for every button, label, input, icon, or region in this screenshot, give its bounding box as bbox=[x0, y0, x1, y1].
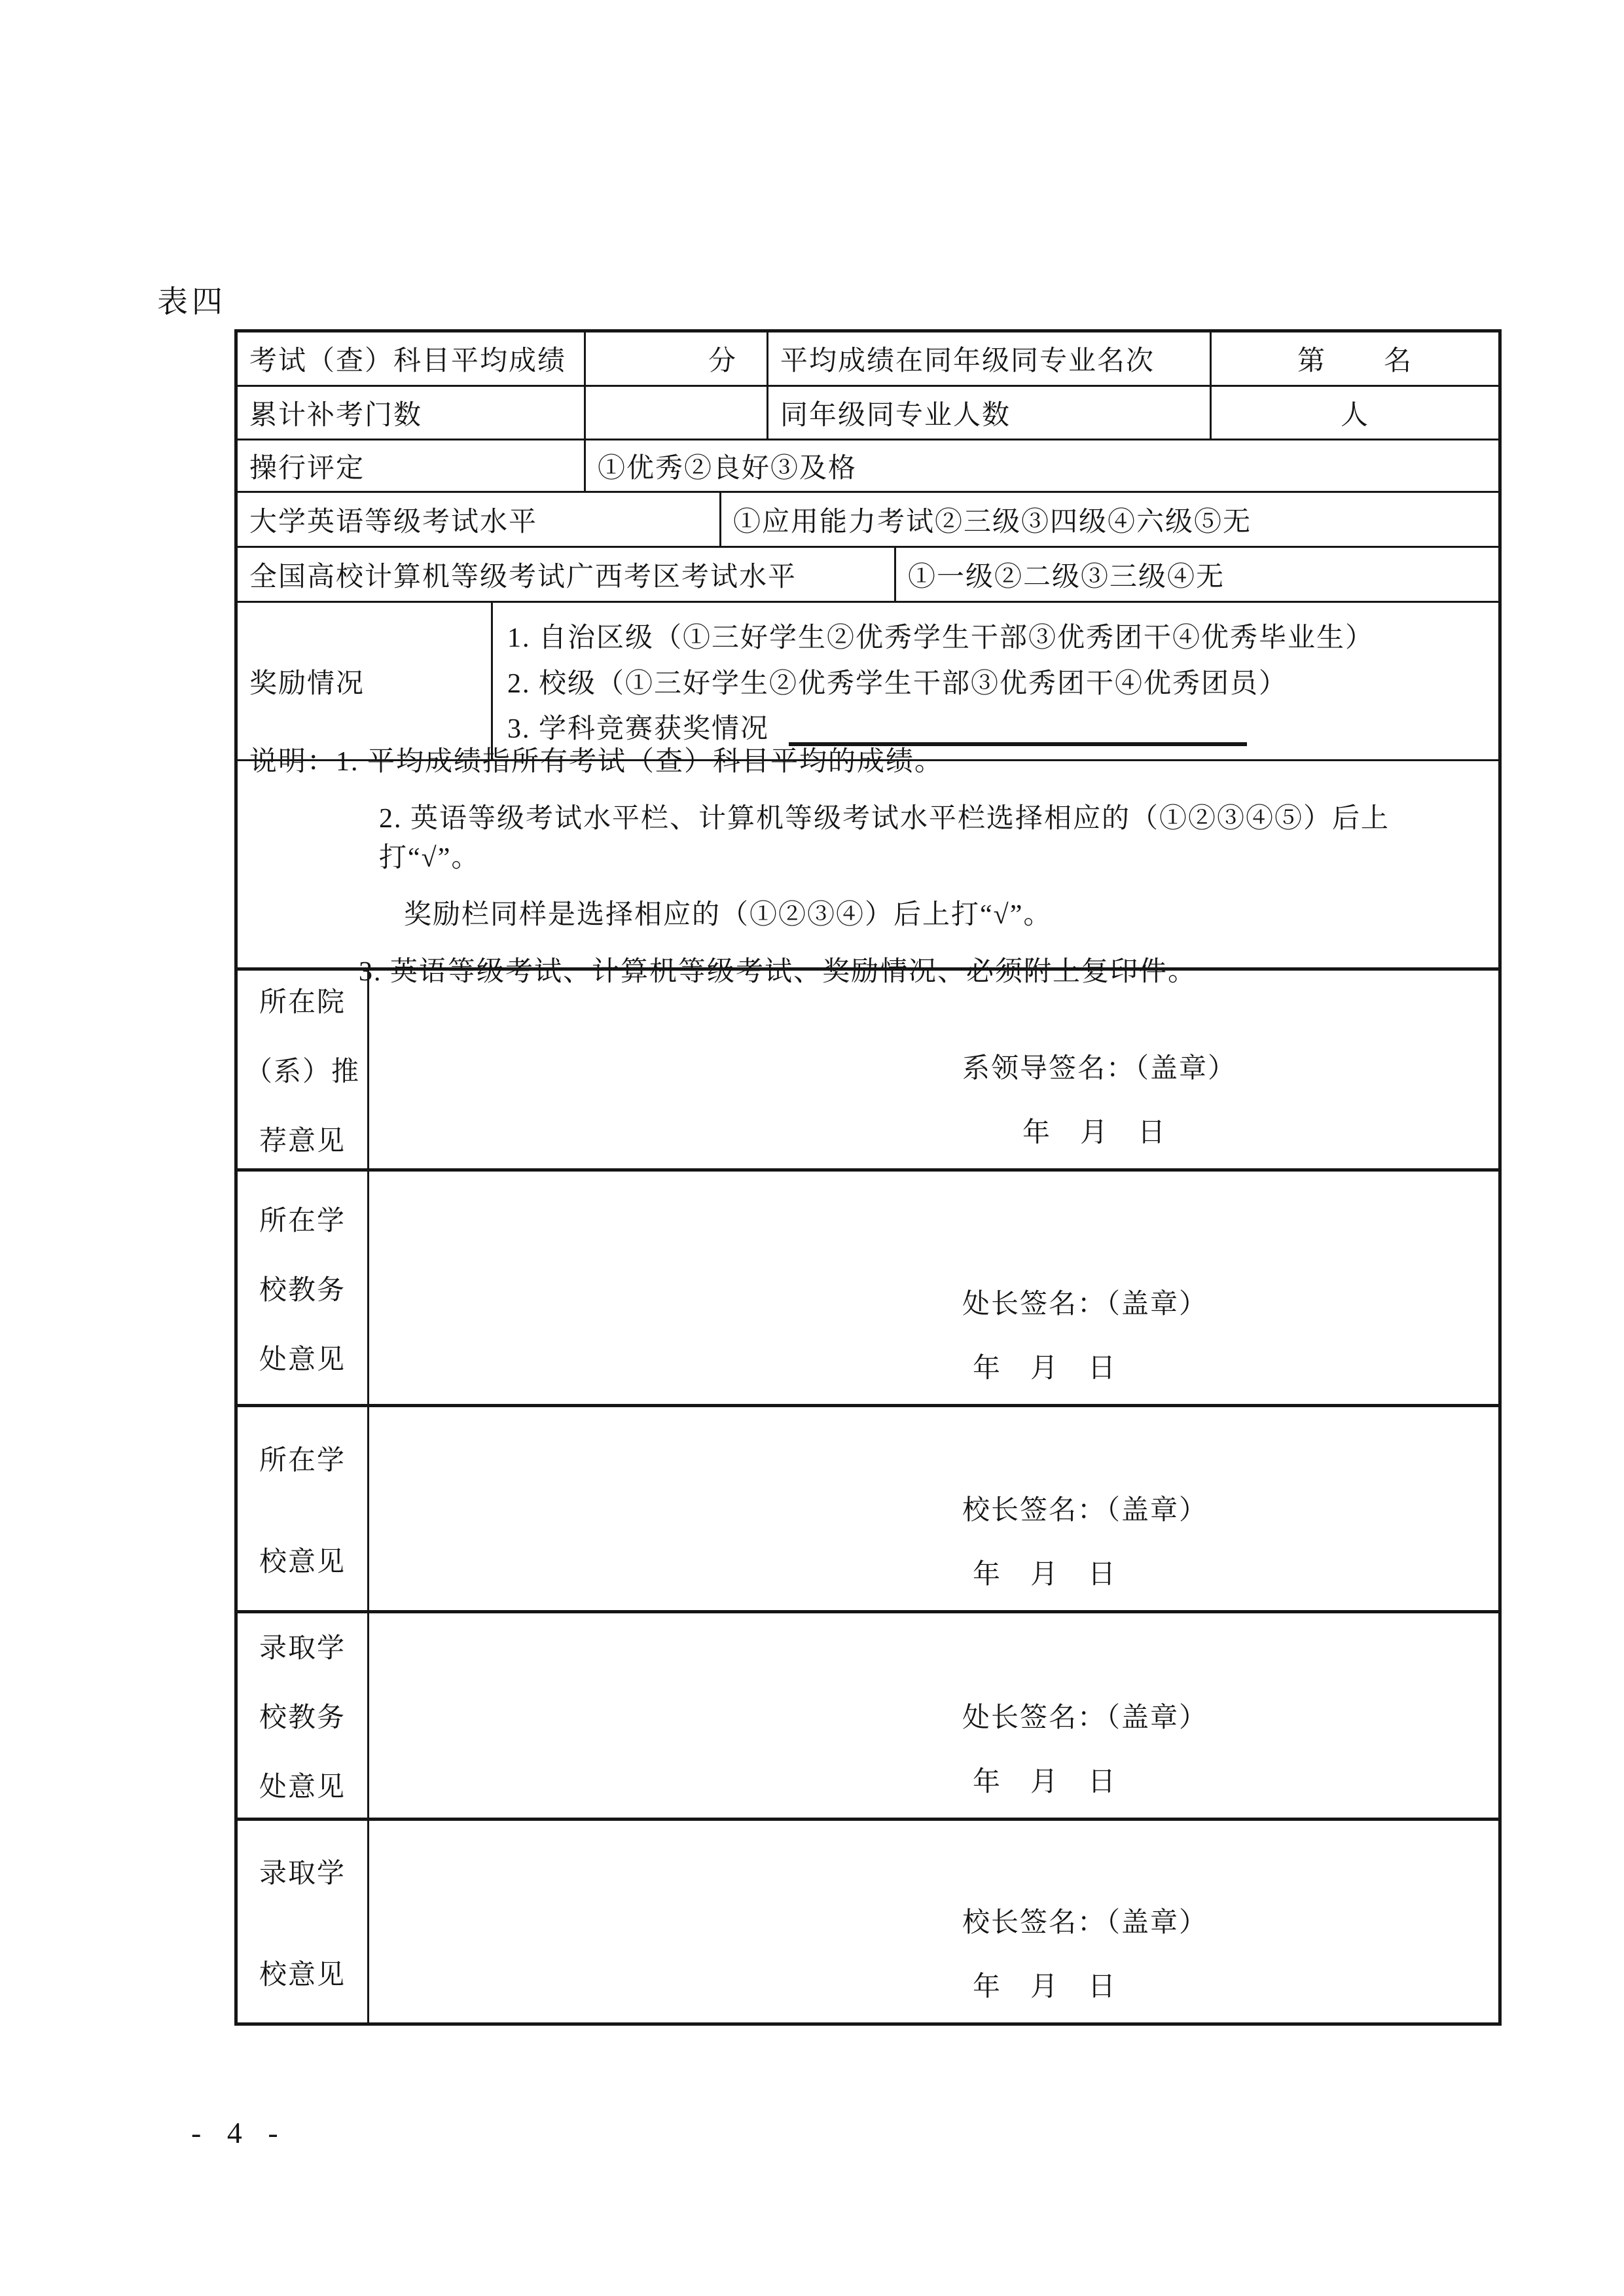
label-line: 所在院 bbox=[259, 988, 346, 1018]
label-line: 处意见 bbox=[259, 1772, 346, 1803]
awards-label: 奖励情况 bbox=[249, 668, 365, 699]
peer-count-label: 同年级同专业人数 bbox=[767, 387, 1210, 439]
label-line: 录取学 bbox=[259, 1858, 346, 1889]
section-department-recommendation bbox=[238, 967, 1498, 1168]
date-line: 年 月 日 bbox=[973, 1354, 1117, 1384]
award-competition-label: 3. 学科竞赛获奖情况 bbox=[507, 714, 770, 745]
label-line: 校教务 bbox=[259, 1275, 346, 1306]
row-conduct bbox=[238, 439, 1498, 491]
signature-line: 系领导签名：（盖章） bbox=[962, 1054, 1237, 1084]
date-line: 年 月 日 bbox=[1022, 1118, 1167, 1148]
awards-list bbox=[491, 603, 1498, 759]
label-line: 所在学 bbox=[259, 1445, 346, 1476]
conduct-options: ①优秀②良好③及格 bbox=[584, 440, 1498, 491]
section-label bbox=[238, 1407, 367, 1610]
label-line: （系）推 bbox=[244, 1057, 360, 1087]
section-opinion-area bbox=[367, 1407, 1498, 1610]
signature-line: 校长签名：（盖章） bbox=[962, 1908, 1208, 1938]
date-line: 年 月 日 bbox=[973, 1560, 1117, 1590]
english-level-label: 大学英语等级考试水平 bbox=[249, 507, 538, 537]
row-english-level bbox=[238, 491, 1498, 546]
award-item-region: 1. 自治区级（①三好学生②优秀学生干部③优秀团干④优秀毕业生） bbox=[507, 622, 1375, 653]
signature-block bbox=[962, 1901, 1208, 2004]
computer-level-label: 全国高校计算机等级考试广西考区考试水平 bbox=[249, 562, 797, 592]
peer-count-unit-cell: 人 bbox=[1210, 387, 1498, 439]
row-average-score bbox=[238, 332, 1498, 385]
label-line: 处意见 bbox=[259, 1344, 346, 1375]
label-line: 荐意见 bbox=[259, 1126, 346, 1157]
signature-line: 校长签名：（盖章） bbox=[962, 1496, 1208, 1526]
english-level-options: ①应用能力考试②三级③四级④六级⑤无 bbox=[719, 493, 1498, 546]
rank-value-cell: 第 名 bbox=[1210, 332, 1498, 385]
makeup-count-label: 累计补考门数 bbox=[249, 400, 423, 431]
section-label bbox=[238, 1172, 367, 1404]
label-line: 所在学 bbox=[259, 1206, 346, 1236]
section-label bbox=[238, 1613, 367, 1818]
remarks-line-3: 奖励栏同样是选择相应的（①②③④）后上打“√”。 bbox=[404, 900, 1053, 930]
section-home-school bbox=[238, 1404, 1498, 1610]
signature-block bbox=[962, 1696, 1208, 1799]
label-line: 录取学 bbox=[259, 1634, 346, 1664]
grades-table bbox=[234, 329, 1502, 2026]
row-remarks bbox=[238, 747, 1498, 987]
row-makeup-count bbox=[238, 385, 1498, 439]
conduct-label: 操行评定 bbox=[249, 453, 365, 484]
avg-score-label: 考试（查）科目平均成绩 bbox=[249, 346, 567, 376]
signature-line: 处长签名：（盖章） bbox=[962, 1289, 1208, 1319]
signature-line: 处长签名：（盖章） bbox=[962, 1703, 1208, 1733]
label-line: 校意见 bbox=[259, 1960, 346, 1990]
remarks-line-1: 说明：1. 平均成绩指所有考试（查）科目平均的成绩。 bbox=[249, 747, 944, 777]
section-opinion-area bbox=[367, 971, 1498, 1168]
section-home-school-academic-office bbox=[238, 1168, 1498, 1404]
row-awards bbox=[238, 601, 1498, 759]
label-line: 校意见 bbox=[259, 1547, 346, 1577]
date-line: 年 月 日 bbox=[973, 1767, 1117, 1797]
rank-label: 平均成绩在同年级同专业名次 bbox=[767, 332, 1210, 385]
date-line: 年 月 日 bbox=[973, 1972, 1117, 2002]
section-opinion-area bbox=[367, 1613, 1498, 1818]
section-opinion-area bbox=[367, 1172, 1498, 1404]
section-opinion-area bbox=[367, 1821, 1498, 2022]
section-label bbox=[238, 1821, 367, 2022]
award-item-school: 2. 校级（①三好学生②优秀学生干部③优秀团干④优秀团员） bbox=[507, 668, 1288, 699]
remarks-cell bbox=[238, 747, 1498, 987]
signature-block bbox=[962, 1282, 1208, 1386]
makeup-count-value-cell bbox=[584, 387, 767, 439]
row-computer-level bbox=[238, 546, 1498, 601]
section-label bbox=[238, 971, 367, 1168]
signature-block bbox=[962, 1488, 1208, 1592]
section-admitting-school-academic-office bbox=[238, 1610, 1498, 1818]
signature-block bbox=[962, 1047, 1236, 1150]
remarks-line-2: 2. 英语等级考试水平栏、计算机等级考试水平栏选择相应的（①②③④⑤）后上打“√”。 bbox=[379, 804, 1390, 873]
page-number: - 4 - bbox=[191, 2116, 287, 2149]
label-line: 校教务 bbox=[259, 1703, 346, 1733]
remarks-line-4: 3. 英语等级考试、计算机等级考试、奖励情况、必须附上复印件。 bbox=[359, 957, 1197, 987]
avg-score-unit-cell: 分 bbox=[584, 332, 767, 385]
computer-level-options: ①一级②二级③三级④无 bbox=[894, 548, 1498, 601]
section-admitting-school bbox=[238, 1818, 1498, 2022]
sheet-label: 表四 bbox=[157, 285, 226, 319]
